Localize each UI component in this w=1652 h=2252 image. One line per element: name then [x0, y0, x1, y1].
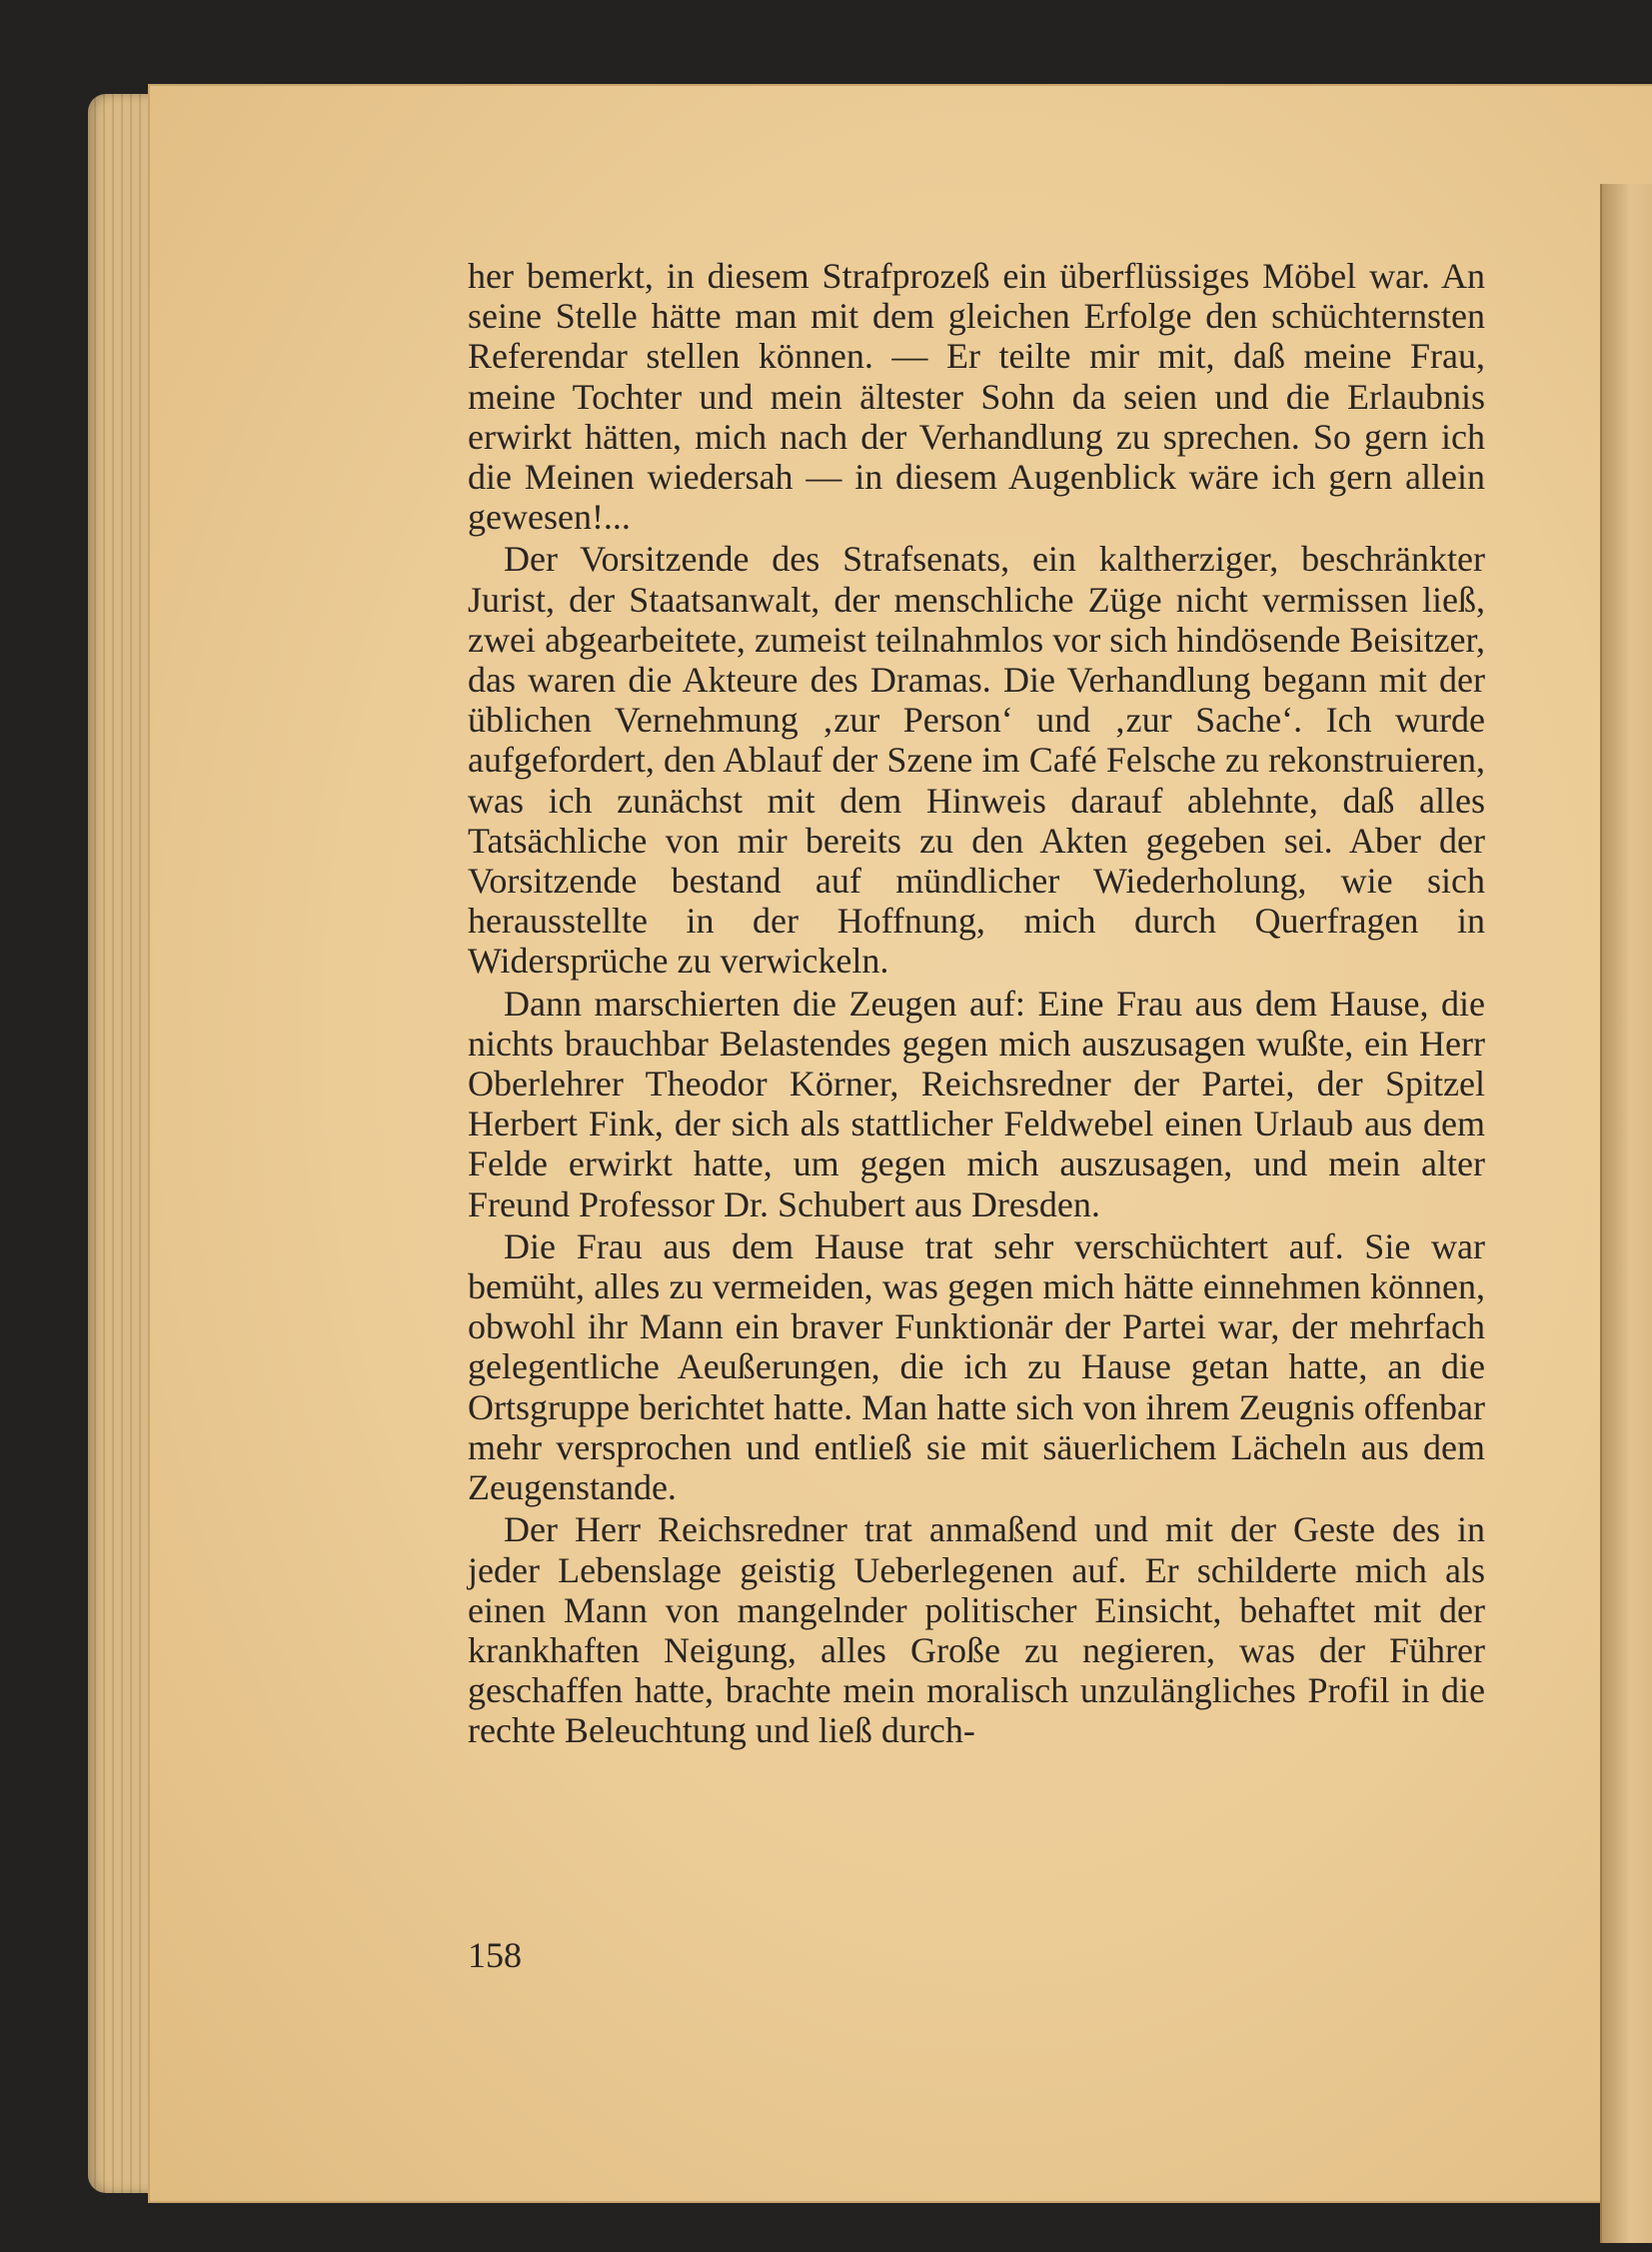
page-number: 158: [468, 1935, 522, 1975]
paragraph: Der Vorsitzende des Strafsenats, ein kaltherziger, beschränkter Jurist, der Staatsanwalt, der menschliche Züge nicht vermissen ließ, zwei abgearbeitete, zumeist teilnahmlos vor sich hindösende Beisitzer, das waren die Akteure des Dramas. Die Verhandlung begann mit der üblichen Vernehmung ‚zur Person‘ und ‚zur Sache‘. Ich wurde aufgefordert, den Ablauf der Szene im Café Felsche zu rekonstruieren, was ich zunächst mit dem Hinweis darauf ablehnte, daß alles Tatsächliche von mir bereits zu den Akten gegeben sei. Aber der Vorsitzende bestand auf mündlicher Wiederholung, wie sich herausstellte in der Hoffnung, mich durch Querfragen in Widersprüche zu verwickeln.: [468, 539, 1485, 982]
paragraph: her bemerkt, in diesem Strafprozeß ein überflüssiges Möbel war. An seine Stelle hätte man mit dem gleichen Erfolge den schüchternsten Referendar stellen können. — Er teilte mir mit, daß meine Frau, meine Tochter und mein ältester Sohn da seien und die Erlaubnis erwirkt hätten, mich nach der Verhandlung zu sprechen. So gern ich die Meinen wiedersah — in diesem Augenblick wäre ich gern allein gewesen!...: [468, 256, 1485, 538]
body-text: [468, 256, 1485, 1753]
paragraph: Dann marschierten die Zeugen auf: Eine Frau aus dem Hause, die nichts brauchbar Belastendes gegen mich auszusagen wußte, ein Herr Oberlehrer Theodor Körner, Reichsredner der Partei, der Spitzel Herbert Fink, der sich als stattlicher Feldwebel einen Urlaub aus dem Felde erwirkt hatte, um gegen mich auszusagen, und mein alter Freund Professor Dr. Schubert aus Dresden.: [468, 983, 1485, 1224]
paragraph: Der Herr Reichsredner trat anmaßend und mit der Geste des in jeder Lebenslage geistig Ueberlegenen auf. Er schilderte mich als einen Mann von mangelnder politischer Einsicht, behaftet mit der krankhaften Neigung, alles Große zu negieren, was der Führer geschaffen hatte, brachte mein moralisch unzulängliches Profil in die rechte Beleuchtung und ließ durch-: [468, 1509, 1485, 1751]
next-page-edge: [1600, 184, 1652, 2243]
paragraph: Die Frau aus dem Hause trat sehr verschüchtert auf. Sie war bemüht, alles zu vermeiden, was gegen mich hätte einnehmen können, obwohl ihr Mann ein braver Funktionär der Partei war, der mehrfach gelegentliche Aeußerungen, die ich zu Hause getan hatte, an die Ortsgruppe berichtet hatte. Man hatte sich von ihrem Zeugnis offenbar mehr versprochen und entließ sie mit säuerlichem Lächeln aus dem Zeugenstande.: [468, 1225, 1485, 1508]
